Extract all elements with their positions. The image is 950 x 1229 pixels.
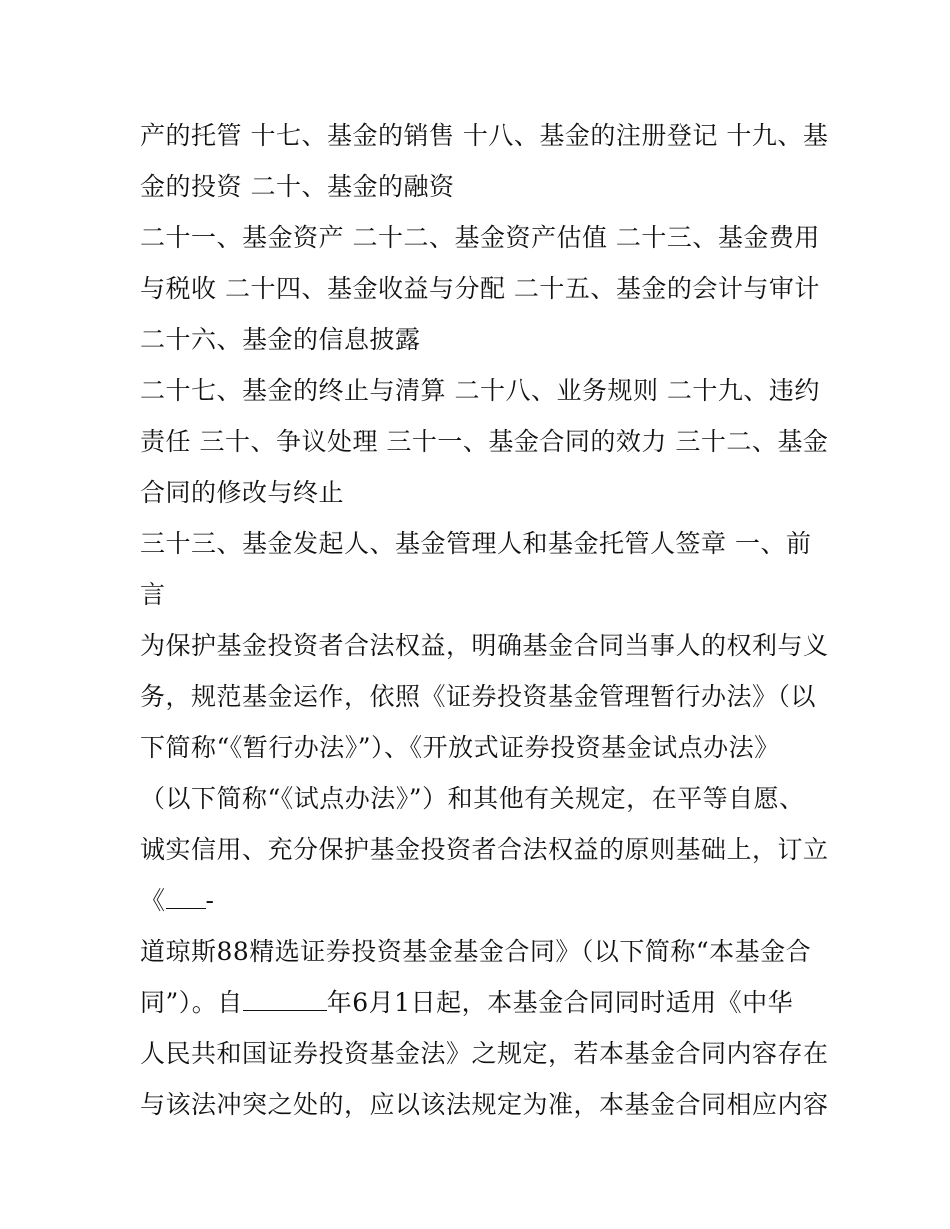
text-line: 产的托管 十七、基金的销售 十八、基金的注册登记 十九、基 (140, 121, 829, 150)
text-fragment: 《 (140, 886, 166, 915)
text-line: 为保护基金投资者合法权益，明确基金合同当事人的权利与义 (140, 631, 829, 660)
text-line: （以下简称“《试点办法》”）和其他有关规定，在平等自愿、 (140, 784, 805, 813)
document-body (140, 110, 829, 1130)
text-fragment: 年6月1日起，本基金合同同时适用《中华 (326, 988, 794, 1017)
text-line-with-blank (140, 875, 820, 926)
text-line: 诚实信用、充分保护基金投资者合法权益的原则基础上，订立 (140, 835, 829, 864)
text-line: 二十一、基金资产 二十二、基金资产估值 二十三、基金费用 (140, 223, 820, 252)
text-line: 责任 三十、争议处理 三十一、基金合同的效力 三十二、基金 (140, 427, 829, 456)
text-line: 道琼斯88精选证券投资基金基金合同》（以下简称“本基金合 (140, 937, 812, 966)
fill-in-blank (166, 888, 206, 909)
text-line: 金的投资 二十、基金的融资 (140, 172, 455, 201)
text-line: 务，规范基金运作，依照《证券投资基金管理暂行办法》（以 (140, 682, 817, 711)
fill-in-blank (243, 990, 327, 1011)
text-line: 下简称“《暂行办法》”）、《开放式证券投资基金试点办法》 (140, 733, 780, 762)
text-line: 二十七、基金的终止与清算 二十八、业务规则 二十九、违约 (140, 376, 820, 405)
text-line: 三十三、基金发起人、基金管理人和基金托管人签章 一、前 (140, 529, 812, 558)
text-line: 二十六、基金的信息披露 (140, 325, 421, 354)
text-line-with-blank (140, 977, 820, 1028)
text-line: 与该法冲突之处的，应以该法规定为准，本基金合同相应内容 (140, 1090, 829, 1119)
text-line: 人民共和国证券投资基金法》之规定，若本基金合同内容存在 (140, 1039, 829, 1068)
text-line: 言 (140, 580, 166, 609)
text-line: 与税收 二十四、基金收益与分配 二十五、基金的会计与审计 (140, 274, 820, 303)
text-line: 合同的修改与终止 (140, 478, 345, 507)
text-fragment: 同”）。自 (140, 988, 243, 1017)
text-fragment: - (205, 886, 215, 915)
